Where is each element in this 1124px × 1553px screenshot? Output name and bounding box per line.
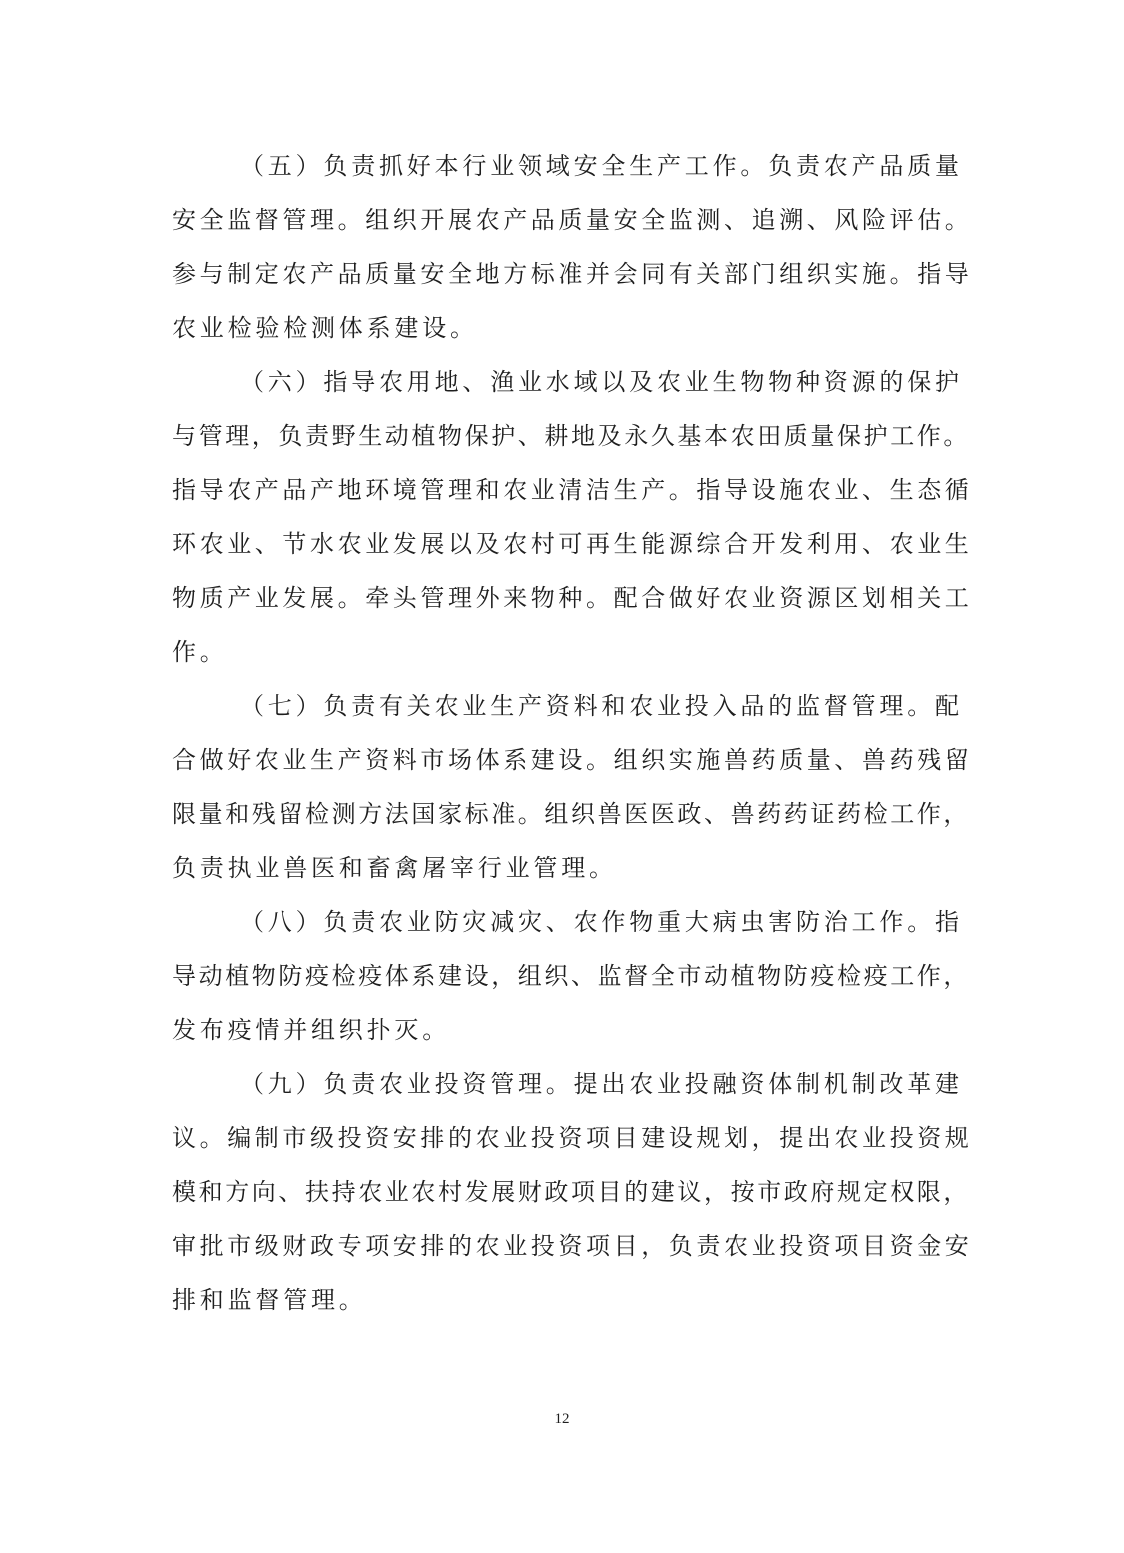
text-line: 环农业、节水农业发展以及农村可再生能源综合开发利用、农业生 [172,530,973,558]
text-line: 合做好农业生产资料市场体系建设。组织实施兽药质量、兽药残留 [172,746,973,774]
page-number: 12 [554,1411,570,1427]
paragraph-eight [172,898,972,1060]
text-line: 限量和残留检测方法国家标准。组织兽医医政、兽药药证药检工作， [172,800,970,828]
text-line: 排和监督管理。 [172,1286,367,1314]
text-line: 作。 [172,638,228,666]
text-line: （九）负责农业投资管理。提出农业投融资体制机制改革建 [240,1070,963,1098]
text-line: （六）指导农用地、渔业水域以及农业生物物种资源的保护 [240,368,963,396]
text-line: 发布疫情并组织扑灭。 [172,1016,450,1044]
paragraph-five [172,142,972,358]
paragraph-seven [172,682,972,898]
document-body [172,142,972,1330]
text-line: 议。编制市级投资安排的农业投资项目建设规划，提出农业投资规 [172,1124,973,1152]
text-line: 农业检验检测体系建设。 [172,314,478,342]
text-line: 与管理，负责野生动植物保护、耕地及永久基本农田质量保护工作。 [172,422,970,450]
text-line: 负责执业兽医和畜禽屠宰行业管理。 [172,854,617,882]
text-line: 指导农产品产地环境管理和农业清洁生产。指导设施农业、生态循 [172,476,973,504]
paragraph-six [172,358,972,682]
text-line: 安全监督管理。组织开展农产品质量安全监测、追溯、风险评估。 [172,206,973,234]
text-line: （八）负责农业防灾减灾、农作物重大病虫害防治工作。指 [240,908,963,936]
text-line: （七）负责有关农业生产资料和农业投入品的监督管理。配 [240,692,963,720]
text-line: 审批市级财政专项安排的农业投资项目，负责农业投资项目资金安 [172,1232,973,1260]
text-line: 物质产业发展。牵头管理外来物种。配合做好农业资源区划相关工 [172,584,973,612]
text-line: 模和方向、扶持农业农村发展财政项目的建议，按市政府规定权限， [172,1178,970,1206]
text-line: （五）负责抓好本行业领域安全生产工作。负责农产品质量 [240,152,963,180]
text-line: 参与制定农产品质量安全地方标准并会同有关部门组织实施。指导 [172,260,973,288]
text-line: 导动植物防疫检疫体系建设，组织、监督全市动植物防疫检疫工作， [172,962,970,990]
paragraph-nine [172,1060,972,1330]
